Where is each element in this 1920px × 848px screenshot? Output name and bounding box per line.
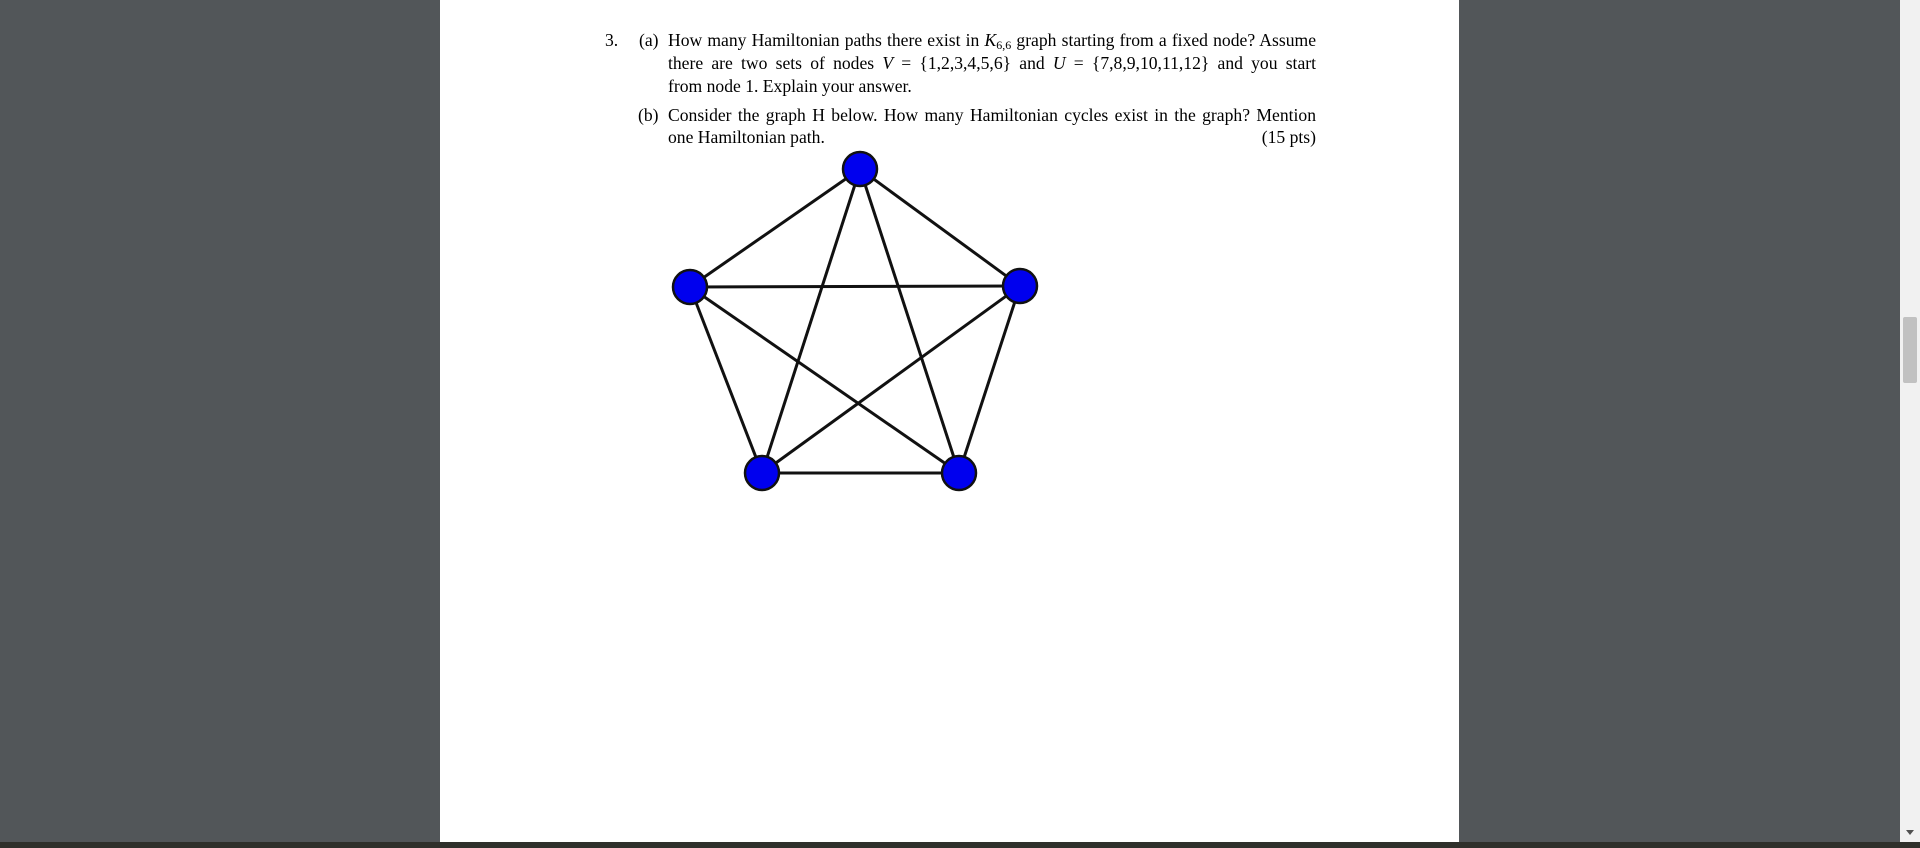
edge-left-bottom-right — [690, 287, 959, 473]
edge-left-bottom-left — [690, 287, 762, 473]
part-a-line-2: there are two sets of nodes V = {1,2,3,4,5,6} and U = {7,8,9,10,11,12} and you start — [668, 53, 1316, 73]
graph-subscript: 6,6 — [996, 38, 1012, 52]
scroll-down-arrow-icon[interactable] — [1900, 822, 1920, 842]
points-label: (15 pts) — [1261, 127, 1316, 147]
node-right — [1003, 269, 1037, 303]
part-b-line-2: one Hamiltonian path. — [668, 127, 825, 147]
edge-top-bottom-right — [860, 169, 959, 473]
bottom-edge — [0, 842, 1920, 848]
edge-right-bottom-left — [762, 286, 1020, 473]
edge-top-right — [860, 169, 1020, 286]
question-number: 3. — [605, 30, 619, 50]
node-left — [673, 270, 707, 304]
part-a-line-3: from node 1. Explain your answer. — [668, 76, 912, 96]
graph-h — [440, 0, 1459, 842]
node-top — [843, 152, 877, 186]
edge-top-left — [690, 169, 860, 287]
edge-left-right — [690, 286, 1020, 287]
part-a-label: (a) — [639, 30, 659, 50]
part-a-line-1: How many Hamiltonian paths there exist in $K_{6,6}$ graph starting from a fixed node? Assume — [668, 30, 1316, 52]
document-page — [440, 0, 1459, 842]
graph-symbol: K — [984, 30, 997, 50]
node-bottom-left — [745, 456, 779, 490]
vertical-scrollbar[interactable] — [1900, 0, 1920, 842]
part-b-line-1: Consider the graph H below. How many Hamiltonian cycles exist in the graph? Mention — [668, 105, 1316, 125]
scrollbar-thumb[interactable] — [1903, 317, 1917, 383]
edge-top-bottom-left — [762, 169, 860, 473]
part-b-label: (b) — [638, 105, 659, 125]
node-bottom-right — [942, 456, 976, 490]
edge-right-bottom-right — [959, 286, 1020, 473]
